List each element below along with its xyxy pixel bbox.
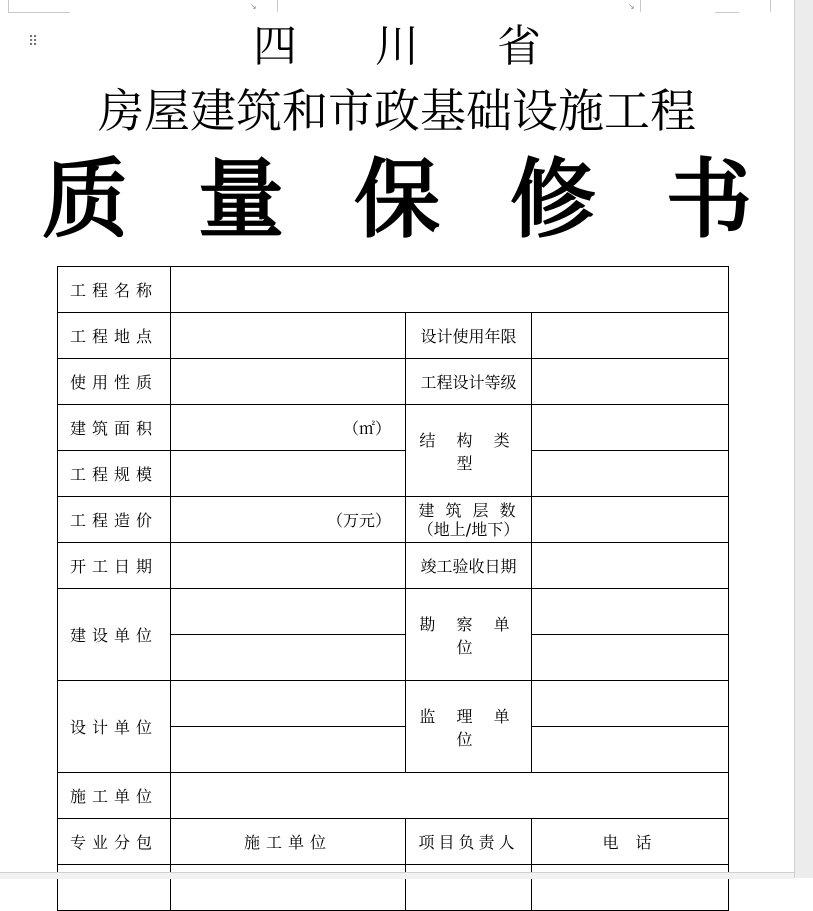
drag-handle-icon[interactable]: ⠿ bbox=[28, 34, 38, 50]
table-row bbox=[58, 543, 729, 589]
table-row bbox=[58, 819, 729, 865]
table-row bbox=[58, 589, 729, 681]
title-province: 四 川 省 bbox=[253, 21, 541, 72]
label-builder-unit: 施工单位 bbox=[58, 773, 171, 819]
field-project-scale[interactable] bbox=[171, 451, 406, 497]
field-builder-unit[interactable] bbox=[171, 773, 729, 819]
header-sub-builder: 施工单位 bbox=[171, 819, 406, 865]
label-design-grade: 工程设计等级 bbox=[406, 359, 532, 405]
field-design-grade[interactable] bbox=[532, 359, 729, 405]
label-floors bbox=[406, 497, 532, 543]
label-usage: 使用性质 bbox=[58, 359, 171, 405]
field-start-date[interactable] bbox=[171, 543, 406, 589]
label-project-location: 工程地点 bbox=[58, 313, 171, 359]
table-row bbox=[58, 267, 729, 313]
label-completion-date: 竣工验收日期 bbox=[406, 543, 532, 589]
label-subcontract: 专业分包 bbox=[58, 819, 171, 865]
field-project-location[interactable] bbox=[171, 313, 406, 359]
field-design-life[interactable] bbox=[532, 313, 729, 359]
field-floors[interactable] bbox=[532, 497, 729, 543]
table-row bbox=[58, 405, 729, 451]
area-unit: （㎡） bbox=[342, 419, 391, 438]
field-supervision-unit[interactable] bbox=[532, 681, 729, 773]
field-project-cost[interactable] bbox=[171, 497, 406, 543]
label-project-scale: 工程规模 bbox=[58, 451, 171, 497]
header-phone: 电 话 bbox=[532, 819, 729, 865]
label-project-cost: 工程造价 bbox=[58, 497, 171, 543]
field-structure-type-2[interactable] bbox=[532, 451, 729, 497]
table-row bbox=[58, 313, 729, 359]
label-supervision-unit: 监 理 单 位 bbox=[406, 681, 532, 773]
field-design-unit[interactable] bbox=[171, 681, 406, 773]
corner-mark-icon: ↘ bbox=[628, 2, 635, 11]
field-survey-unit[interactable] bbox=[532, 589, 729, 681]
field-construction-unit[interactable] bbox=[171, 589, 406, 681]
title-main: 质 量 保 修 书 bbox=[42, 149, 752, 250]
table-row bbox=[58, 359, 729, 405]
margin-line bbox=[8, 12, 70, 13]
title-subject: 房屋建筑和市政基础设施工程 bbox=[98, 84, 696, 138]
page-edge bbox=[794, 0, 813, 878]
label-floors-line1: 建 筑 层 数 bbox=[418, 500, 519, 520]
label-start-date: 开工日期 bbox=[58, 543, 171, 589]
label-floors-line2: （地上/地下） bbox=[417, 519, 520, 539]
label-building-area: 建筑面积 bbox=[58, 405, 171, 451]
field-completion-date[interactable] bbox=[532, 543, 729, 589]
margin-tick bbox=[8, 0, 9, 12]
margin-tick bbox=[770, 0, 771, 12]
label-survey-unit: 勘 察 单 位 bbox=[406, 589, 532, 681]
page-top-marks bbox=[0, 0, 794, 14]
corner-mark-icon: ↘ bbox=[250, 2, 257, 11]
label-structure-type: 结 构 类 型 bbox=[406, 405, 532, 497]
cost-unit: （万元） bbox=[326, 511, 391, 530]
margin-line bbox=[715, 12, 739, 13]
margin-tick bbox=[277, 0, 278, 12]
table-row bbox=[58, 773, 729, 819]
header-project-manager: 项目负责人 bbox=[406, 819, 532, 865]
table-row bbox=[58, 497, 729, 543]
label-construction-unit: 建设单位 bbox=[58, 589, 171, 681]
margin-tick bbox=[640, 0, 641, 12]
field-project-name[interactable] bbox=[171, 267, 729, 313]
label-design-unit: 设计单位 bbox=[58, 681, 171, 773]
table-row bbox=[58, 451, 729, 497]
field-usage[interactable] bbox=[171, 359, 406, 405]
label-project-name: 工程名称 bbox=[58, 267, 171, 313]
label-design-life: 设计使用年限 bbox=[406, 313, 532, 359]
field-structure-type-1[interactable] bbox=[532, 405, 729, 451]
table-row bbox=[58, 681, 729, 773]
field-building-area[interactable] bbox=[171, 405, 406, 451]
warranty-form-table bbox=[57, 266, 729, 911]
